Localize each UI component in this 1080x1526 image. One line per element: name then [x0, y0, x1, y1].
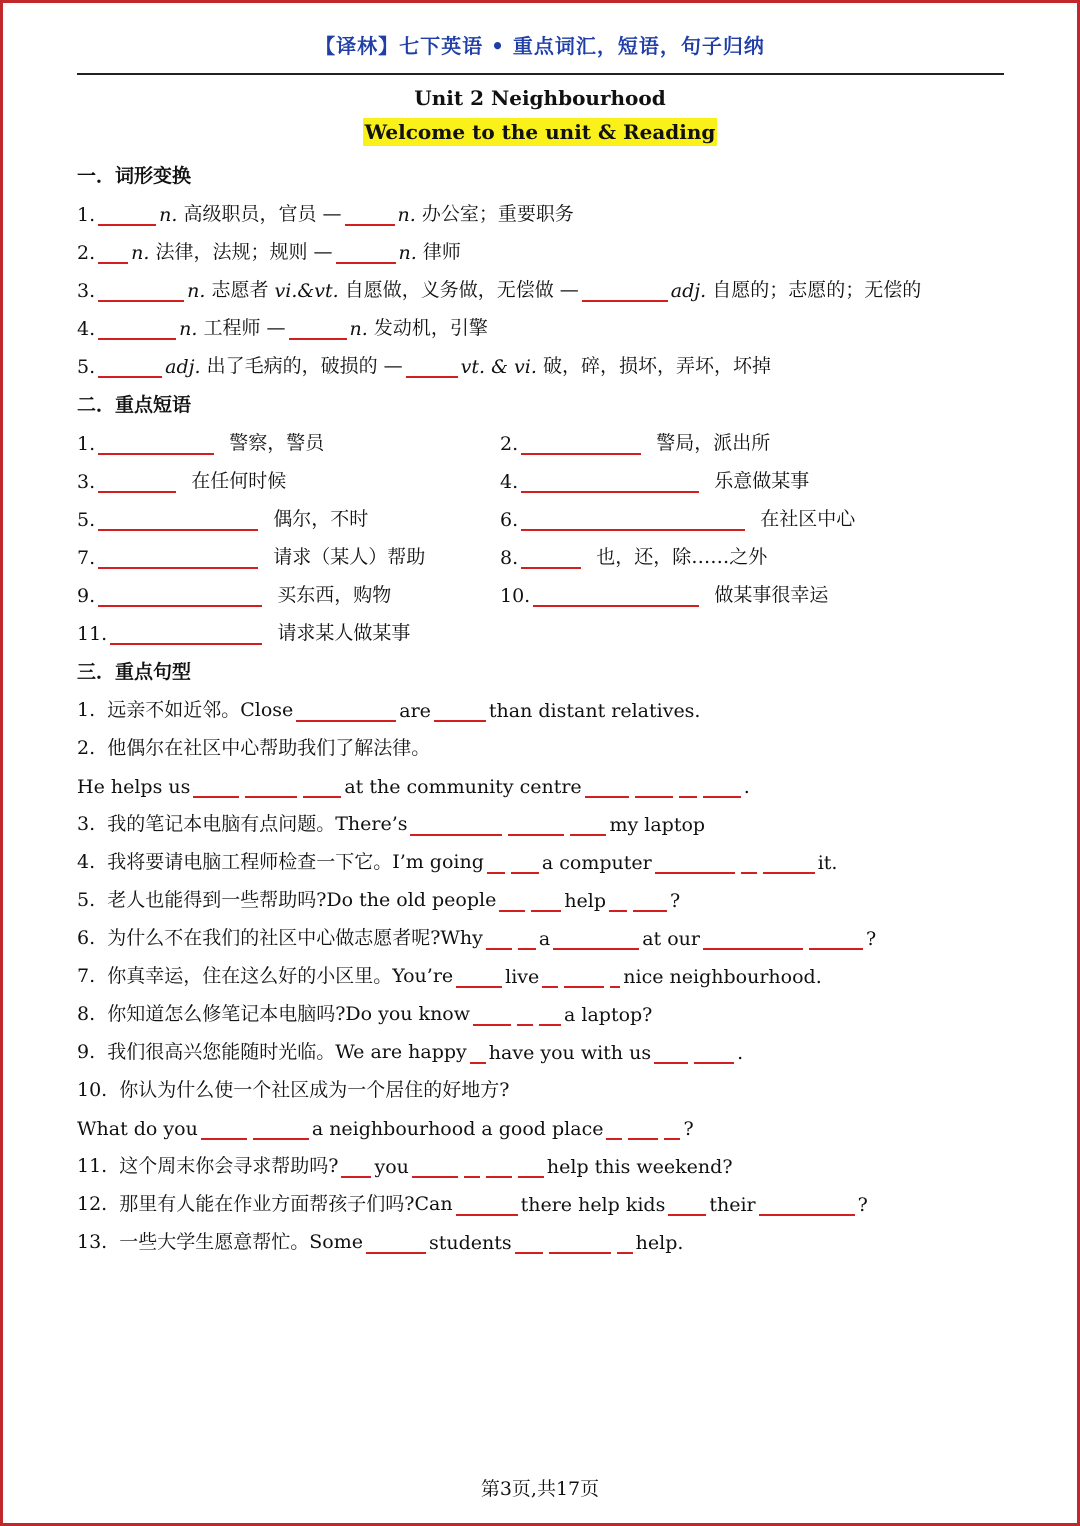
sentence-1: 1. 远亲不如近邻。Close are than distant relatives.: [77, 699, 701, 722]
blank[interactable]: [809, 932, 863, 950]
blank[interactable]: [366, 1236, 426, 1254]
phrase-1: 1. 警察，警员: [77, 432, 325, 455]
phrase-3: 3. 在任何时候: [77, 470, 287, 493]
sentence-7: 7. 你真幸运，住在这么好的小区里。You’re live nice neighbourhood.: [77, 965, 822, 988]
subtitle-text: Welcome to the unit & Reading: [364, 120, 716, 144]
blank[interactable]: [98, 246, 128, 264]
blank[interactable]: [610, 970, 620, 988]
sentence-2-cn: 2. 他偶尔在社区中心帮助我们了解法律。: [77, 737, 431, 759]
blank[interactable]: [553, 932, 639, 950]
blank[interactable]: [336, 246, 396, 264]
sentence-10-en: What do you a neighbourhood a good place ?: [77, 1118, 694, 1140]
sentence-5: 5. 老人也能得到一些帮助吗?Do the old people help ?: [77, 889, 681, 912]
blank[interactable]: [518, 932, 536, 950]
word-form-3: 3. n. 志愿者 vi.&vt. 自愿做，义务做，无偿做 — adj. 自愿的；志愿的；无偿的: [77, 279, 922, 302]
blank[interactable]: [741, 856, 757, 874]
blank[interactable]: [487, 856, 505, 874]
word-form-2: 2. n. 法律，法规；规则 — n. 律师: [77, 241, 461, 264]
blank[interactable]: [201, 1122, 247, 1140]
page-number: 第3页,共17页: [480, 1478, 600, 1500]
blank[interactable]: [564, 970, 604, 988]
phrase-10: 10. 做某事很幸运: [500, 584, 829, 607]
blank[interactable]: [98, 284, 184, 302]
blank[interactable]: [486, 932, 512, 950]
blank[interactable]: [456, 1198, 518, 1216]
blank[interactable]: [98, 360, 162, 378]
blank[interactable]: [517, 1008, 533, 1026]
blank[interactable]: [542, 970, 558, 988]
section1-title: 一．词形变换: [77, 165, 192, 187]
blank[interactable]: [253, 1122, 309, 1140]
blank[interactable]: [98, 475, 176, 493]
blank[interactable]: [289, 322, 347, 340]
blank[interactable]: [98, 208, 156, 226]
blank[interactable]: [585, 780, 629, 798]
sentence-3: 3. 我的笔记本电脑有点问题。There’s my laptop: [77, 813, 706, 836]
blank[interactable]: [703, 932, 803, 950]
sentence-6: 6. 为什么不在我们的社区中心做志愿者呢?Why a at our ?: [77, 927, 877, 950]
blank[interactable]: [515, 1236, 543, 1254]
blank[interactable]: [655, 856, 735, 874]
blank[interactable]: [635, 780, 673, 798]
blank[interactable]: [633, 894, 667, 912]
phrase-6: 6. 在社区中心: [500, 508, 856, 531]
blank[interactable]: [539, 1008, 561, 1026]
blank[interactable]: [679, 780, 697, 798]
phrase-5: 5. 偶尔，不时: [77, 508, 369, 531]
blank[interactable]: [434, 704, 486, 722]
blank[interactable]: [470, 1046, 486, 1064]
blank[interactable]: [549, 1236, 611, 1254]
blank[interactable]: [110, 627, 262, 645]
blank[interactable]: [521, 513, 745, 531]
blank[interactable]: [486, 1160, 512, 1178]
blank[interactable]: [609, 894, 627, 912]
blank[interactable]: [98, 551, 258, 569]
header-rule: [77, 73, 1004, 75]
unit-title: Unit 2 Neighbourhood: [414, 86, 666, 110]
blank[interactable]: [521, 437, 641, 455]
blank[interactable]: [473, 1008, 511, 1026]
blank[interactable]: [303, 780, 341, 798]
blank[interactable]: [518, 1160, 544, 1178]
sentence-13: 13. 一些大学生愿意帮忙。Some students help.: [77, 1231, 684, 1254]
blank[interactable]: [570, 818, 606, 836]
blank[interactable]: [531, 894, 561, 912]
section2-title: 二．重点短语: [77, 394, 192, 416]
blank[interactable]: [654, 1046, 688, 1064]
blank[interactable]: [98, 322, 176, 340]
page-header: 【译林】七下英语 • 重点词汇，短语，句子归纳: [315, 34, 765, 58]
blank[interactable]: [456, 970, 502, 988]
blank[interactable]: [582, 284, 668, 302]
blank[interactable]: [499, 894, 525, 912]
word-form-5: 5. adj. 出了毛病的，破损的 — vt. & vi. 破，碎，损坏，弄坏，坏掉: [77, 355, 771, 378]
phrase-4: 4. 乐意做某事: [500, 470, 810, 493]
sentence-8: 8. 你知道怎么修笔记本电脑吗?Do you know a laptop?: [77, 1003, 653, 1026]
phrase-7: 7. 请求（某人）帮助: [77, 546, 426, 569]
sentence-2-en: He helps us at the community centre .: [77, 776, 750, 798]
word-form-4: 4. n. 工程师 — n. 发动机，引擎: [77, 317, 488, 340]
blank[interactable]: [511, 856, 539, 874]
blank[interactable]: [410, 818, 502, 836]
blank[interactable]: [759, 1198, 855, 1216]
blank[interactable]: [508, 818, 564, 836]
phrase-8: 8. 也，还，除……之外: [500, 546, 768, 569]
subtitle: [0, 120, 1080, 144]
blank[interactable]: [98, 589, 262, 607]
phrase-2: 2. 警局，派出所: [500, 432, 771, 455]
sentence-4: 4. 我将要请电脑工程师检查一下它。I’m going a computer it.: [77, 851, 838, 874]
blank[interactable]: [617, 1236, 633, 1254]
blank[interactable]: [694, 1046, 734, 1064]
blank[interactable]: [521, 475, 699, 493]
phrase-11: 11. 请求某人做某事: [77, 622, 411, 645]
blank[interactable]: [245, 780, 297, 798]
blank[interactable]: [521, 551, 581, 569]
phrase-9: 9. 买东西，购物: [77, 584, 392, 607]
blank[interactable]: [664, 1122, 680, 1140]
blank[interactable]: [464, 1160, 480, 1178]
blank[interactable]: [193, 780, 239, 798]
blank[interactable]: [296, 704, 396, 722]
sentence-10-cn: 10. 你认为什么使一个社区成为一个居住的好地方?: [77, 1079, 510, 1101]
blank[interactable]: [533, 589, 699, 607]
blank[interactable]: [98, 513, 258, 531]
blank[interactable]: [406, 360, 458, 378]
blank[interactable]: [345, 208, 395, 226]
blank[interactable]: [763, 856, 815, 874]
section3-title: 三．重点句型: [77, 661, 192, 683]
blank[interactable]: [628, 1122, 658, 1140]
sentence-11: 11. 这个周末你会寻求帮助吗? you help this weekend?: [77, 1155, 733, 1178]
blank[interactable]: [412, 1160, 458, 1178]
blank[interactable]: [98, 437, 214, 455]
blank[interactable]: [341, 1160, 371, 1178]
blank[interactable]: [668, 1198, 706, 1216]
word-form-1: 1. n. 高级职员，官员 — n. 办公室；重要职务: [77, 203, 574, 226]
blank[interactable]: [606, 1122, 622, 1140]
sentence-12: 12. 那里有人能在作业方面帮孩子们吗?Can there help kids their ?: [77, 1193, 868, 1216]
sentence-9: 9. 我们很高兴您能随时光临。We are happy have you with us .: [77, 1041, 744, 1064]
blank[interactable]: [703, 780, 741, 798]
